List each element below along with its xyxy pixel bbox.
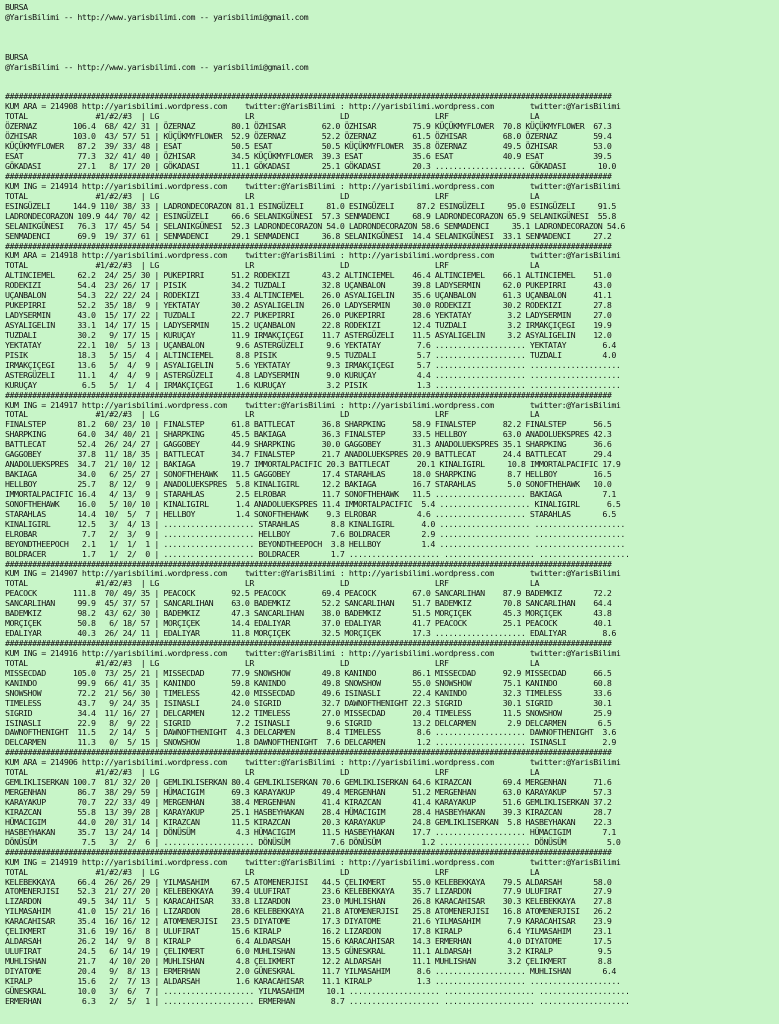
result-row: SNOWSHOW 72.2 21/ 56/ 30 | TIMELESS 42.0 MISSECDAD 49.6 ISINASLI 22.4 KANINDO 32.3 TIMELESS 33.6	[5, 687, 612, 698]
result-row: KARACAHISAR 35.4 16/ 16/ 12 | ATOMENERJISI 23.5 DIYATOME 17.3 DIYATOME 21.6 YILMASAHIM 7.9 KARACAHISAR 23.9	[5, 916, 612, 927]
result-row: ERMERHAN 6.3 2/ 5/ 1 | .................... ERMERHAN 8.7 .................... .................... ....................	[5, 995, 630, 1006]
column-header: TOTAL #1/#2/#3 | LG LR LD LRF LA	[5, 190, 539, 201]
result-row: SONOFTHEHAWK 16.0 5/ 10/ 10 | KINALIGIRL 1.4 ANADOLUEKSPRES 11.4 IMMORTALPACIFIC 5.4 .................... KINALIGIRL 6.5	[5, 498, 621, 509]
result-row: BATTLECAT 52.4 26/ 24/ 27 | GAGGOBEY 44.9 SHARPKING 30.0 GAGGOBEY 31.3 ANADOLUEKSPRES 35.1 SHARPKING 36.6	[5, 439, 612, 450]
document-header	[5, 3, 777, 92]
result-row: DIYATOME 20.4 9/ 8/ 13 | ERMERHAN 2.0 GÜNESKRAL 11.7 YILMASAHIM 8.6 .................... MUHLISHAN 6.4	[5, 965, 616, 976]
result-row: MERGENHAN 86.7 38/ 29/ 59 | HÜMACIGIM 69.3 KARAYAKUP 49.4 MERGENHAN 51.2 MERGENHAN 63.0 KARAYAKUP 57.3	[5, 787, 612, 798]
result-row: GEMLIKLISERKAN 100.7 81/ 32/ 20 | GEMLIKLISERKAN 80.4 GEMLIKLISERKAN 70.6 GEMLIKLISERKAN 64.6 KIRAZCAN 69.4 MERGENHAN 71.6	[5, 777, 612, 788]
result-row: ATOMENERJISI 52.3 21/ 27/ 20 | KELEBEKKAYA 39.4 ULUFIRAT 23.6 KELEBEKKAYA 35.7 LIZARDON 77.9 ULUFIRAT 27.9	[5, 886, 612, 897]
result-row: ESINGÜZELI 144.9 110/ 38/ 33 | LADRONDECORAZON 81.1 ESINGÜZELI 81.0 ESINGÜZELI 87.2 ESINGÜZELI 95.0 ESINGÜZELI 91.5	[5, 200, 616, 211]
column-header: TOTAL #1/#2/#3 | LG LR LD LRF LA	[5, 260, 539, 271]
result-row: LADYSERMIN 43.0 15/ 17/ 22 | TUZDALI 22.7 PUKEPIRRI 26.0 PUKEPIRRI 28.6 YEKTATAY 3.2 LADYSERMIN 27.0	[5, 310, 612, 321]
result-row: HÜMACIGIM 44.0 20/ 31/ 14 | KIRAZCAN 11.5 KIRAZCAN 20.3 KARAYAKUP 24.8 GEMLIKLISERKAN 5.8 HASBEYHAKAN 22.3	[5, 816, 612, 827]
result-row: BADEMKIZ 98.2 43/ 62/ 30 | BADEMKIZ 47.3 SANCARLIHAN 38.0 BADEMKIZ 51.5 MORÇIÇEK 45.3 MORÇIÇEK 43.8	[5, 608, 612, 619]
result-row: ALDARSAH 26.2 14/ 9/ 8 | KIRALP 6.4 ALDARSAH 15.6 KARACAHISAR 14.3 ERMERHAN 4.0 DIYATOME 17.5	[5, 936, 612, 947]
race-header: KUM ARA = 214918 http://yarisbilimi.wordpress.com twitter:@YarisBilimi : http://yarisbilimi.wordpress.com twitter:@YarisBilimi	[5, 250, 621, 261]
section-divider: ######################################################################################################################################	[5, 91, 612, 102]
race-section	[5, 391, 777, 560]
result-row: TUZDALI 30.2 9/ 17/ 15 | KURUÇAY 11.9 IRMAKÇIÇEGI 11.7 ASTERGÜZELI 11.5 ASYALIGELIN 3.2 ASYALIGELIN 12.0	[5, 329, 612, 340]
result-row: SHARPKING 64.0 34/ 40/ 21 | SHARPKING 45.5 BAKIAGA 36.3 FINALSTEP 33.5 HELLBOY 63.0 ANADOLUEKSPRES 42.3	[5, 429, 612, 440]
result-row: KINALIGIRL 12.5 3/ 4/ 13 | .................... STARAHLAS 8.8 KINALIGIRL 4.0 .................... ....................	[5, 518, 625, 529]
result-row: DÖNÜSÜM 7.5 3/ 2/ 6 | .................... DÖNÜSÜM 7.6 DÖNÜSÜM 1.2 .................... DÖNÜSÜM 5.0	[5, 836, 621, 847]
section-divider: ######################################################################################################################################	[5, 558, 612, 569]
result-row: ISINASLI 22.9 8/ 9/ 22 | SIGRID 7.2 ISINASLI 9.6 SIGRID 13.2 DELCARMEN 2.9 DELCARMEN 6.5	[5, 717, 612, 728]
result-row: PUKEPIRRI 52.2 35/ 18/ 9 | YEKTATAY 30.2 ASYALIGELIN 26.0 LADYSERMIN 30.0 RODEKIZI 30.2 RODEKIZI 27.8	[5, 300, 612, 311]
race-header: KUM ARA = 214908 http://yarisbilimi.wordpress.com twitter:@YarisBilimi : http://yarisbilimi.wordpress.com twitter:@YarisBilimi	[5, 101, 621, 112]
race-section	[5, 242, 777, 391]
race-header: KUM ARA = 214906 http://yarisbilimi.wordpress.com twitter:@YarisBilimi : http://yarisbilimi.wordpress.com twitter:@YarisBilimi	[5, 757, 621, 768]
race-header: KUM ING = 214914 http://yarisbilimi.wordpress.com twitter:@YarisBilimi : http://yarisbilimi.wordpress.com twitter:@YarisBilimi	[5, 180, 621, 191]
result-row: BOLDRACER 1.7 1/ 2/ 0 | .................... BOLDRACER 1.7 .................... .................... ....................	[5, 548, 630, 559]
column-header: TOTAL #1/#2/#3 | LG LR LD LRF LA	[5, 409, 539, 420]
result-row: ASTERGÜZELI 11.1 4/ 4/ 9 | ASTERGÜZELI 4.8 LADYSERMIN 9.0 KURUÇAY 4.4 .................... ....................	[5, 369, 621, 380]
result-row: ANADOLUEKSPRES 34.7 21/ 10/ 12 | BAKIAGA 19.7 IMMORTALPACIFIC 20.3 BATTLECAT 20.1 KINALIGIRL 10.8 IMMORTALPACIFIC 17.9	[5, 459, 621, 470]
result-row: ÖZHISAR 103.0 43/ 57/ 51 | KÜÇÜKMYFLOWER 52.9 ÖZERNAZ 52.2 ÖZERNAZ 61.5 ÖZHISAR 68.0 ÖZERNAZ 59.4	[5, 131, 612, 142]
result-row: IRMAKÇIÇEGI 13.6 5/ 4/ 9 | ASYALIGELIN 5.6 YEKTATAY 9.3 IRMAKÇIÇEGI 5.7 .................... ....................	[5, 359, 621, 370]
result-row: KANINDO 99.9 66/ 41/ 35 | KANINDO 59.8 KANINDO 49.8 SNOWSHOW 55.0 SNOWSHOW 75.1 KANINDO 60.8	[5, 677, 612, 688]
header-line: BURSA	[5, 51, 28, 62]
result-row: KARAYAKUP 70.7 22/ 33/ 49 | MERGENHAN 38.4 MERGENHAN 41.4 KIRAZCAN 41.4 KARAYAKUP 51.6 GEMLIKLISERKAN 37.2	[5, 797, 612, 807]
result-row: SIGRID 34.4 11/ 16/ 27 | DELCARMEN 12.2 TIMELESS 27.0 MISSECDAD 20.4 TIMELESS 11.5 SNOWSHOW 25.9	[5, 707, 612, 718]
column-header: TOTAL #1/#2/#3 | LG LR LD LRF LA	[5, 578, 539, 589]
column-header: TOTAL #1/#2/#3 | LG LR LD LRF LA	[5, 767, 539, 778]
result-row: YILMASAHIM 41.0 15/ 21/ 16 | LIZARDON 28.6 KELEBEKKAYA 21.8 ATOMENERJISI 25.8 ATOMENERJISI 16.8 ATOMENERJISI 26.2	[5, 906, 612, 917]
result-row: HELLBOY 25.7 8/ 12/ 9 | ANADOLUEKSPRES 5.8 KINALIGIRL 12.2 BAKIAGA 16.7 STARAHLAS 5.0 SONOFTHEHAWK 10.0	[5, 479, 612, 489]
race-section	[5, 560, 777, 640]
result-row: STARAHLAS 14.4 10/ 5/ 7 | HELLBOY 1.4 SONOFTHEHAWK 9.3 ELROBAR 4.6 .................... STARAHLAS 6.5	[5, 508, 616, 519]
race-section	[5, 748, 777, 847]
section-divider: ######################################################################################################################################	[5, 389, 612, 400]
result-row: TIMELESS 43.7 9/ 24/ 35 | ISINASLI 24.0 SIGRID 32.7 DAWNOFTHENIGHT 22.3 SIGRID 30.1 SIGRID 30.1	[5, 697, 612, 708]
result-row: GÜNESKRAL 10.0 3/ 6/ 7 | .................... YILMASAHIM 10.1 .................... .................... ....................	[5, 985, 630, 996]
column-header: TOTAL #1/#2/#3 | LG LR LD LRF LA	[5, 657, 539, 668]
result-row: KIRALP 15.6 2/ 7/ 13 | ALDARSAH 1.6 KARACAHISAR 11.1 KIRALP 1.3 .................... ....................	[5, 975, 621, 986]
result-row: KURUÇAY 6.5 5/ 1/ 4 | IRMAKÇIÇEGI 1.6 KURUÇAY 3.2 PISIK 1.3 .................... ....................	[5, 379, 621, 390]
result-row: KELEBEKKAYA 66.4 26/ 26/ 29 | YILMASAHIM 67.5 ATOMENERJISI 44.5 ÇELIKMERT 55.0 KELEBEKKAYA 79.5 ALDARSAH 58.0	[5, 876, 612, 887]
race-header: KUM ING = 214917 http://yarisbilimi.wordpress.com twitter:@YarisBilimi : http://yarisbilimi.wordpress.com twitter:@YarisBilimi	[5, 399, 621, 410]
race-section	[5, 172, 777, 242]
result-row: IMMORTALPACIFIC 16.4 4/ 13/ 9 | STARAHLAS 2.5 ELROBAR 11.7 SONOFTHEHAWK 11.5 .................... BAKIAGA 7.1	[5, 488, 616, 499]
result-row: PISIK 18.3 5/ 15/ 4 | ALTINCIEMEL 8.8 PISIK 9.5 TUZDALI 5.7 .................... TUZDALI 4.0	[5, 349, 616, 360]
result-row: HASBEYHAKAN 35.7 13/ 24/ 14 | DÖNÜSÜM 4.3 HÜMACIGIM 11.5 HASBEYHAKAN 17.7 .................... HÜMACIGIM 7.1	[5, 826, 616, 837]
result-row: MORÇIÇEK 50.8 6/ 18/ 57 | MORÇIÇEK 14.4 EDALIYAR 37.0 EDALIYAR 41.7 PEACOCK 25.1 PEACOCK 40.1	[5, 618, 612, 629]
result-row: MUHLISHAN 21.7 4/ 10/ 20 | MUHLISHAN 4.8 ÇELIKMERT 12.2 ALDARSAH 11.1 MUHLISHAN 3.2 ÇELIKMERT 8.8	[5, 956, 612, 966]
result-row: MISSECDAD 105.0 73/ 25/ 21 | MISSECDAD 77.9 SNOWSHOW 49.8 KANINDO 86.1 MISSECDAD 92.9 MISSECDAD 66.5	[5, 667, 612, 678]
result-row: SELANIKGÜNESI 76.3 17/ 45/ 54 | SELANIKGÜNESI 52.3 LADRONDECORAZON 54.0 LADRONDECORAZON 58.6 SENMADENCI 35.1 LADRONDECORAZON 54.6	[5, 220, 625, 231]
section-divider: ######################################################################################################################################	[5, 846, 612, 857]
result-row: BEYONDTHEEPOCH 2.1 1/ 1/ 1 | .................... BEYONDTHEEPOCH 3.8 HELLBOY 1.4 .................... ....................	[5, 538, 625, 549]
result-row: KÜÇÜKMYFLOWER 87.2 39/ 33/ 48 | ESAT 50.5 ESAT 50.5 KÜÇÜKMYFLOWER 35.8 ÖZERNAZ 49.5 ÖZHISAR 53.0	[5, 141, 612, 152]
race-sections	[5, 92, 777, 1006]
result-row: SENMADENCI 69.9 19/ 37/ 61 | SENMADENCI 29.1 SENMADENCI 36.8 SELANIKGÜNESI 14.4 SELANIKGÜNESI 33.1 SENMADENCI 27.2	[5, 230, 612, 241]
result-row: ESAT 77.3 32/ 41/ 40 | ÖZHISAR 34.5 KÜÇÜKMYFLOWER 39.3 ESAT 35.6 ESAT 40.9 ESAT 39.5	[5, 151, 612, 162]
result-row: KIRAZCAN 55.8 13/ 39/ 28 | KARAYAKUP 25.1 HASBEYHAKAN 28.4 HÜMACIGIM 28.4 HASBEYHAKAN 39.3 KIRAZCAN 28.7	[5, 806, 612, 817]
result-row: LIZARDON 49.5 34/ 11/ 5 | KARACAHISAR 33.8 LIZARDON 23.0 MUHLISHAN 26.8 KARACAHISAR 30.3 KELEBEKKAYA 27.8	[5, 896, 612, 907]
section-divider: ######################################################################################################################################	[5, 747, 612, 758]
result-row: ASYALIGELIN 33.1 14/ 17/ 15 | LADYSERMIN 15.2 UÇANBALON 22.8 RODEKIZI 12.4 TUZDALI 3.2 IRMAKÇIÇEGI 19.9	[5, 320, 612, 330]
race-section	[5, 639, 777, 748]
result-row: YEKTATAY 22.1 10/ 5/ 13 | UÇANBALON 9.6 ASTERGÜZELI 9.6 YEKTATAY 7.6 .................... YEKTATAY 6.4	[5, 339, 616, 350]
section-divider: ######################################################################################################################################	[5, 240, 612, 251]
section-divider: ######################################################################################################################################	[5, 638, 612, 648]
race-header: KUM ING = 214907 http://yarisbilimi.wordpress.com twitter:@YarisBilimi : http://yarisbilimi.wordpress.com twitter:@YarisBilimi	[5, 568, 621, 579]
header-line: BURSA	[5, 3, 28, 12]
header-line: @YarisBilimi -- http://www.yarisbilimi.com -- yarisbilimi@gmail.com	[5, 11, 309, 22]
section-divider: ######################################################################################################################################	[5, 170, 612, 181]
race-section	[5, 92, 777, 172]
result-row: UÇANBALON 54.3 22/ 22/ 24 | RODEKIZI 33.4 ALTINCIEMEL 26.0 ASYALIGELIN 35.6 UÇANBALON 61.3 UÇANBALON 41.1	[5, 290, 612, 301]
result-row: FINALSTEP 81.2 60/ 23/ 10 | FINALSTEP 61.8 BATTLECAT 36.8 SHARPKING 58.9 FINALSTEP 82.2 FINALSTEP 56.5	[5, 419, 612, 430]
results-document	[5, 3, 777, 1007]
result-row: ALTINCIEMEL 62.2 24/ 25/ 30 | PUKEPIRRI 51.2 RODEKIZI 43.2 ALTINCIEMEL 46.4 ALTINCIEMEL 66.1 ALTINCIEMEL 51.0	[5, 270, 612, 281]
result-row: RODEKIZI 54.4 23/ 26/ 17 | PISIK 34.2 TUZDALI 32.8 UÇANBALON 39.8 LADYSERMIN 62.0 PUKEPIRRI 43.0	[5, 280, 612, 291]
race-header: KUM ING = 214916 http://yarisbilimi.wordpress.com twitter:@YarisBilimi : http://yarisbilimi.wordpress.com twitter:@YarisBilimi	[5, 647, 621, 658]
result-row: PEACOCK 111.8 70/ 49/ 35 | PEACOCK 92.5 PEACOCK 69.4 PEACOCK 67.0 SANCARLIHAN 87.9 BADEMKIZ 72.2	[5, 588, 612, 599]
result-row: ULUFIRAT 24.5 6/ 14/ 19 | ÇELIKMERT 6.0 MUHLISHAN 13.5 GÜNESKRAL 11.1 ALDARSAH 3.2 KIRALP 9.5	[5, 946, 612, 957]
result-row: DAWNOFTHENIGHT 11.5 2/ 14/ 5 | DAWNOFTHENIGHT 4.3 DELCARMEN 8.4 TIMELESS 8.6 .................... DAWNOFTHENIGHT 3.6	[5, 727, 616, 738]
result-row: DELCARMEN 11.3 0/ 5/ 15 | SNOWSHOW 1.8 DAWNOFTHENIGHT 7.6 DELCARMEN 1.2 .................... ISINASLI 2.9	[5, 737, 616, 748]
result-row: GAGGOBEY 37.8 11/ 18/ 35 | BATTLECAT 34.7 FINALSTEP 21.7 ANADOLUEKSPRES 20.9 BATTLECAT 24.4 BATTLECAT 29.4	[5, 449, 612, 460]
column-header: TOTAL #1/#2/#3 | LG LR LD LRF LA	[5, 866, 539, 877]
result-row: ELROBAR 7.7 2/ 3/ 9 | .................... HELLBOY 7.6 BOLDRACER 2.9 .................... ....................	[5, 528, 625, 539]
header-line: @YarisBilimi -- http://www.yarisbilimi.com -- yarisbilimi@gmail.com	[5, 61, 309, 72]
result-row: ÖZERNAZ 106.4 68/ 42/ 31 | ÖZERNAZ 80.1 ÖZHISAR 62.0 ÖZHISAR 75.9 KÜÇÜKMYFLOWER 70.8 KÜÇÜKMYFLOWER 67.3	[5, 121, 612, 132]
result-row: ÇELIKMERT 31.6 19/ 16/ 8 | ULUFIRAT 15.6 KIRALP 16.2 LIZARDON 17.8 KIRALP 6.4 YILMASAHIM 23.1	[5, 926, 612, 937]
result-row: EDALIYAR 40.3 26/ 24/ 11 | EDALIYAR 11.8 MORÇIÇEK 32.5 MORÇIÇEK 17.3 .................... EDALIYAR 8.6	[5, 628, 616, 639]
column-header: TOTAL #1/#2/#3 | LG LR LD LRF LA	[5, 111, 539, 122]
race-section	[5, 848, 777, 1007]
race-header: KUM ING = 214919 http://yarisbilimi.wordpress.com twitter:@YarisBilimi : http://yarisbilimi.wordpress.com twitter:@YarisBilimi	[5, 856, 621, 867]
result-row: BAKIAGA 34.0 6/ 25/ 27 | SONOFTHEHAWK 11.5 GAGGOBEY 17.4 STARAHLAS 18.0 SHARPKING 8.7 HELLBOY 16.5	[5, 469, 612, 480]
result-row: LADRONDECORAZON 109.9 44/ 70/ 42 | ESINGÜZELI 66.6 SELANIKGÜNESI 57.3 SENMADENCI 68.9 LADRONDECORAZON 65.9 SELANIKGÜNESI 55.8	[5, 210, 616, 221]
result-row: GÖKADASI 27.1 8/ 17/ 20 | GÖKADASI 11.1 GÖKADASI 25.1 GÖKADASI 20.3 .................... GÖKADASI 10.0	[5, 161, 616, 171]
result-row: SANCARLIHAN 99.9 45/ 37/ 57 | SANCARLIHAN 63.0 BADEMKIZ 52.2 SANCARLIHAN 51.7 BADEMKIZ 70.8 SANCARLIHAN 64.4	[5, 598, 612, 609]
